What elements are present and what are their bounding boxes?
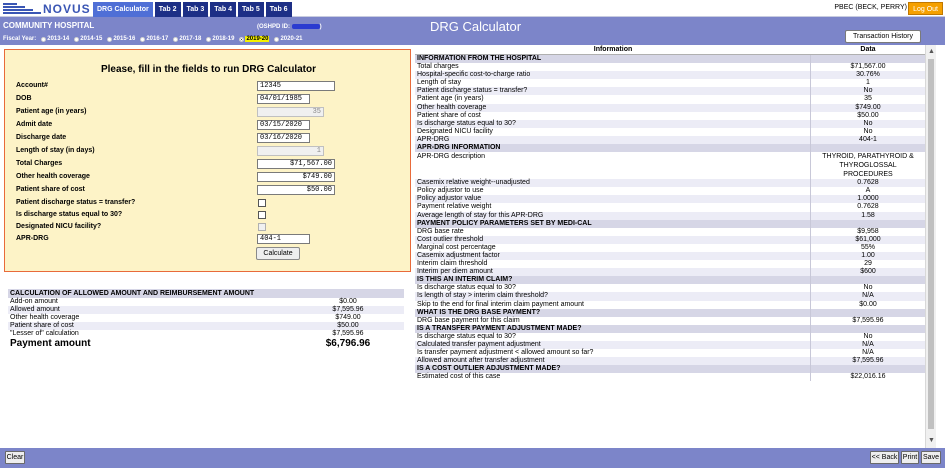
- row-value: [811, 325, 925, 333]
- table-row: [8, 298, 404, 306]
- age-row: [16, 107, 406, 118]
- table-row: [415, 179, 925, 187]
- ohc-row: [16, 172, 406, 183]
- scroll-down-icon[interactable]: ▼: [928, 437, 935, 444]
- table-row: [415, 203, 925, 211]
- fiscal-year-radio[interactable]: 2016-17: [140, 36, 168, 42]
- row-label: Patient share of cost: [10, 322, 74, 329]
- fiscal-year-radio-selected[interactable]: 2019-20: [239, 36, 269, 42]
- calculation-table: [8, 289, 404, 350]
- row-label: Is discharge status equal to 30?: [415, 120, 811, 128]
- table-row: [415, 71, 925, 79]
- row-label: Payment relative weight: [415, 203, 811, 211]
- table-row: [415, 63, 925, 71]
- total-charges-input[interactable]: $71,567.00: [257, 159, 335, 169]
- row-value: 30.76%: [856, 71, 880, 79]
- section-heading: WHAT IS THE DRG BASE PAYMENT?: [415, 309, 811, 317]
- table-row: [415, 373, 925, 381]
- row-value: $600: [860, 268, 876, 276]
- section-heading-row: [415, 309, 925, 317]
- row-value: No: [863, 119, 873, 127]
- payment-amount-row: [8, 338, 404, 350]
- section-heading: PAYMENT POLICY PARAMETERS SET BY MEDI-CAL: [415, 220, 811, 228]
- row-value: $9,958: [857, 227, 879, 235]
- payment-amount-label: Payment amount: [10, 338, 91, 349]
- row-label: Patient share of cost: [415, 112, 811, 120]
- logo-text: NOVUS: [43, 1, 91, 16]
- section-heading-row: [415, 220, 925, 228]
- calculation-heading: CALCULATION OF ALLOWED AMOUNT AND REIMBURSEMENT AMOUNT: [8, 289, 404, 298]
- row-label: Patient discharge status = transfer?: [415, 87, 811, 95]
- row-label: Is discharge status equal to 30?: [415, 284, 811, 292]
- row-value: 35: [864, 95, 872, 103]
- transfer-row: [16, 198, 406, 209]
- row-label: Is transfer payment adjustment < allowed amount so far?: [415, 349, 811, 357]
- row-value: 404-1: [859, 135, 877, 143]
- tab-2[interactable]: Tab 2: [155, 2, 181, 17]
- table-row: [415, 195, 925, 203]
- row-value: $749.00: [855, 103, 881, 111]
- row-label: Other health coverage: [10, 314, 80, 321]
- oshpd-id: [257, 24, 322, 30]
- row-label: Is length of stay > interim claim threshold?: [415, 292, 811, 300]
- row-label: Cost outlier threshold: [415, 236, 811, 244]
- row-value: $7,595.96: [332, 306, 364, 313]
- share-row: [16, 185, 406, 196]
- scroll-thumb[interactable]: [928, 59, 934, 429]
- row-value: N/A: [862, 349, 874, 357]
- table-row: [415, 252, 925, 260]
- account-row: [16, 81, 406, 92]
- row-value: $749.00: [335, 314, 361, 321]
- table-row: [8, 306, 404, 314]
- calculation-rows: [8, 298, 404, 338]
- scroll-up-icon[interactable]: ▲: [928, 48, 935, 55]
- table-row: [415, 128, 925, 136]
- row-value: A: [865, 187, 871, 195]
- row-value: 0.7628: [857, 203, 879, 211]
- other-health-coverage-input[interactable]: $749.00: [257, 172, 335, 182]
- transfer-label: Patient discharge status = transfer?: [16, 199, 136, 206]
- user-name: PBEC (BECK, PERRY): [834, 4, 907, 11]
- table-row: [415, 292, 925, 300]
- table-row: [415, 244, 925, 252]
- fiscal-year-radio[interactable]: 2014-15: [74, 36, 102, 42]
- row-label: Allowed amount after transfer adjustment: [415, 357, 811, 365]
- logout-button[interactable]: Log Out: [908, 2, 943, 15]
- page-title: DRG Calculator: [430, 19, 522, 34]
- row-value: [811, 365, 925, 373]
- fiscal-year-radio[interactable]: 2020-21: [274, 36, 302, 42]
- aprdrg-row: [16, 234, 406, 245]
- row-label: Add-on amount: [10, 298, 58, 305]
- row-value: $7,595.96: [852, 357, 884, 365]
- account-label: Account#: [16, 82, 48, 89]
- share-of-cost-input[interactable]: $50.00: [257, 185, 335, 195]
- row-value: No: [863, 284, 873, 292]
- section-heading-row: [415, 144, 925, 152]
- row-label: "Lesser of" calculation: [10, 330, 79, 337]
- section-heading: IS THIS AN INTERIM CLAIM?: [415, 276, 811, 284]
- row-value: $0.00: [339, 298, 357, 305]
- discharge-row: [16, 133, 406, 144]
- table-row: [415, 236, 925, 244]
- table-row: [415, 268, 925, 276]
- fiscal-year-radio[interactable]: 2017-18: [173, 36, 201, 42]
- table-row: [8, 330, 404, 338]
- row-label: Length of stay: [415, 79, 811, 87]
- row-label: Estimated cost of this case: [415, 373, 811, 381]
- fiscal-year-radio[interactable]: 2015-16: [107, 36, 135, 42]
- row-value: $22,016.16: [850, 373, 886, 381]
- row-value: 29: [864, 260, 872, 268]
- admit-row: [16, 120, 406, 131]
- row-label: Policy adjustor to use: [415, 187, 811, 195]
- row-label: Calculated transfer payment adjustment: [415, 341, 811, 349]
- fiscal-year-label: Fiscal Year:: [3, 36, 37, 42]
- table-row: [415, 187, 925, 195]
- row-label: Casemix adjustment factor: [415, 252, 811, 260]
- table-row: [415, 333, 925, 341]
- row-value: No: [863, 127, 873, 135]
- form-title: Please, fill in the fields to run DRG Calculator: [100, 64, 317, 75]
- row-value: [811, 220, 925, 228]
- row-label: Interim claim threshold: [415, 260, 811, 268]
- information-table-body: [415, 55, 925, 381]
- row-value: No: [863, 87, 873, 95]
- print-button[interactable]: Print: [901, 451, 919, 464]
- table-row: [415, 104, 925, 112]
- table-row: [415, 152, 925, 179]
- drg-input-form: [4, 49, 411, 272]
- tab-5[interactable]: Tab 5: [238, 2, 264, 17]
- section-heading: APR-DRG INFORMATION: [415, 144, 811, 152]
- share-of-cost-label: Patient share of cost: [16, 186, 85, 193]
- save-button[interactable]: Save: [921, 451, 941, 464]
- table-row: [415, 120, 925, 128]
- status30-checkbox[interactable]: [258, 211, 266, 219]
- row-value: [811, 276, 925, 284]
- row-label: Interim per diem amount: [415, 268, 811, 276]
- discharge-date-input[interactable]: 03/16/2020: [257, 133, 310, 143]
- fiscal-year-radio[interactable]: 2018-19: [206, 36, 234, 42]
- table-row: [415, 95, 925, 103]
- apr-drg-label: APR-DRG: [16, 235, 49, 242]
- row-label: Casemix relative weight--unadjusted: [415, 179, 811, 187]
- logo-bars-icon: [3, 3, 41, 15]
- table-row: [415, 228, 925, 236]
- row-value: N/A: [862, 341, 874, 348]
- dob-input[interactable]: 04/01/1985: [257, 94, 310, 104]
- novus-logo: [3, 1, 91, 16]
- section-heading: IS A TRANSFER PAYMENT ADJUSTMENT MADE?: [415, 325, 811, 333]
- los-label: Length of stay (in days): [16, 147, 95, 154]
- table-row: [415, 317, 925, 325]
- row-label: DRG base payment for this claim: [415, 317, 811, 325]
- table-row: [415, 349, 925, 357]
- organization-name: COMMUNITY HOSPITAL: [3, 21, 95, 30]
- row-value: $71,567.00: [850, 63, 886, 71]
- age-field: 35: [257, 107, 324, 117]
- table-row: [415, 87, 925, 95]
- row-label: Average length of stay for this APR-DRG: [415, 212, 811, 220]
- table-row: [8, 322, 404, 330]
- row-value: 1.0000: [857, 195, 879, 203]
- tab-drg-calculator[interactable]: DRG Calculator: [93, 2, 153, 17]
- row-value: 55%: [860, 243, 875, 251]
- table-row: [415, 136, 925, 144]
- nicu-checkbox: [258, 223, 266, 231]
- section-heading: IS A COST OUTLIER ADJUSTMENT MADE?: [415, 365, 811, 373]
- tab-6[interactable]: Tab 6: [266, 2, 292, 17]
- row-value: [811, 55, 925, 63]
- table-row: [415, 79, 925, 87]
- row-value: $61,000: [855, 235, 881, 243]
- row-label: Policy adjustor value: [415, 195, 811, 203]
- row-label: Patient age (in years): [415, 95, 811, 103]
- oshpd-close: ): [319, 24, 322, 31]
- section-heading-row: [415, 55, 925, 63]
- footer-bar: [0, 448, 945, 468]
- row-value: [811, 309, 925, 317]
- tab-3[interactable]: Tab 3: [183, 2, 209, 17]
- nicu-label: Designated NICU facility?: [16, 223, 102, 230]
- los-row: [16, 146, 406, 157]
- section-heading-row: [415, 365, 925, 373]
- other-health-coverage-label: Other health coverage: [16, 173, 90, 180]
- row-value: $50.00: [857, 111, 879, 119]
- row-value: 1.58: [861, 211, 875, 219]
- back-button[interactable]: << Back: [870, 451, 899, 464]
- table-row: [415, 284, 925, 292]
- fiscal-year-selector: [3, 36, 303, 42]
- row-label: Designated NICU facility: [415, 128, 811, 136]
- row-value: 1.00: [861, 251, 875, 259]
- dob-row: [16, 94, 406, 105]
- header-band: [0, 17, 945, 45]
- row-label: Marginal cost percentage: [415, 244, 811, 252]
- information-table: [415, 45, 925, 448]
- admit-date-label: Admit date: [16, 121, 53, 128]
- top-bar: [0, 0, 945, 17]
- transfer-checkbox[interactable]: [258, 199, 266, 207]
- table-row: [8, 314, 404, 322]
- row-label: Other health coverage: [415, 104, 811, 112]
- row-value: N/A: [862, 292, 874, 300]
- transaction-history-button[interactable]: Transaction History: [845, 30, 921, 43]
- row-value: THYROID, PARATHYROID & THYROGLOSSAL PROCEDURES: [822, 153, 914, 179]
- redacted-id: [292, 24, 320, 29]
- row-value: $7,595.96: [852, 316, 884, 324]
- row-value: $0.00: [859, 300, 877, 308]
- total-charges-label: Total Charges: [16, 160, 63, 167]
- calculate-button[interactable]: Calculate: [256, 247, 300, 260]
- los-field: 1: [257, 146, 324, 156]
- account-input[interactable]: 12345: [257, 81, 335, 91]
- nicu-row: [16, 222, 406, 233]
- row-value: No: [863, 332, 873, 340]
- table-row: [415, 341, 925, 349]
- row-value: 0.7628: [857, 179, 879, 187]
- apr-drg-input[interactable]: 404-1: [257, 234, 310, 244]
- payment-amount-value: $6,796.96: [325, 338, 371, 349]
- status30-row: [16, 210, 406, 221]
- row-label: Allowed amount: [10, 306, 60, 313]
- table-row: [415, 112, 925, 120]
- fiscal-year-radio[interactable]: 2013-14: [41, 36, 69, 42]
- vertical-scrollbar[interactable]: [925, 45, 936, 448]
- dob-label: DOB: [16, 95, 32, 102]
- table-row: [415, 357, 925, 365]
- section-heading-row: [415, 276, 925, 284]
- oshpd-label: (OSHPD ID:: [257, 24, 290, 31]
- row-value: $7,595.96: [332, 330, 364, 337]
- row-label: Hospital-specific cost-to-charge ratio: [415, 71, 811, 79]
- table-row: [415, 212, 925, 220]
- column-header-data: Data: [860, 46, 876, 53]
- row-value: [811, 144, 925, 152]
- admit-date-input[interactable]: 03/15/2020: [257, 120, 310, 130]
- row-label: Skip to the end for final interim claim payment amount: [415, 301, 811, 309]
- section-heading-row: [415, 325, 925, 333]
- table-row: [415, 301, 925, 309]
- age-label: Patient age (in years): [16, 108, 87, 115]
- tab-4[interactable]: Tab 4: [210, 2, 236, 17]
- row-label: Is discharge status equal to 30?: [415, 333, 811, 341]
- row-label: APR-DRG: [415, 136, 811, 144]
- row-value: 1: [866, 79, 870, 87]
- row-label: Total charges: [415, 63, 811, 71]
- discharge-date-label: Discharge date: [16, 134, 67, 141]
- row-value: $50.00: [337, 322, 359, 329]
- status30-label: Is discharge status equal to 30?: [16, 211, 123, 218]
- row-label: APR-DRG description: [415, 152, 811, 179]
- section-heading: INFORMATION FROM THE HOSPITAL: [415, 55, 811, 63]
- column-header-information: Information: [593, 46, 633, 53]
- clear-button[interactable]: Clear: [5, 451, 25, 464]
- table-row: [415, 260, 925, 268]
- information-table-header: [415, 45, 925, 55]
- charges-row: [16, 159, 406, 170]
- row-label: DRG base rate: [415, 228, 811, 236]
- tab-bar: [93, 2, 292, 17]
